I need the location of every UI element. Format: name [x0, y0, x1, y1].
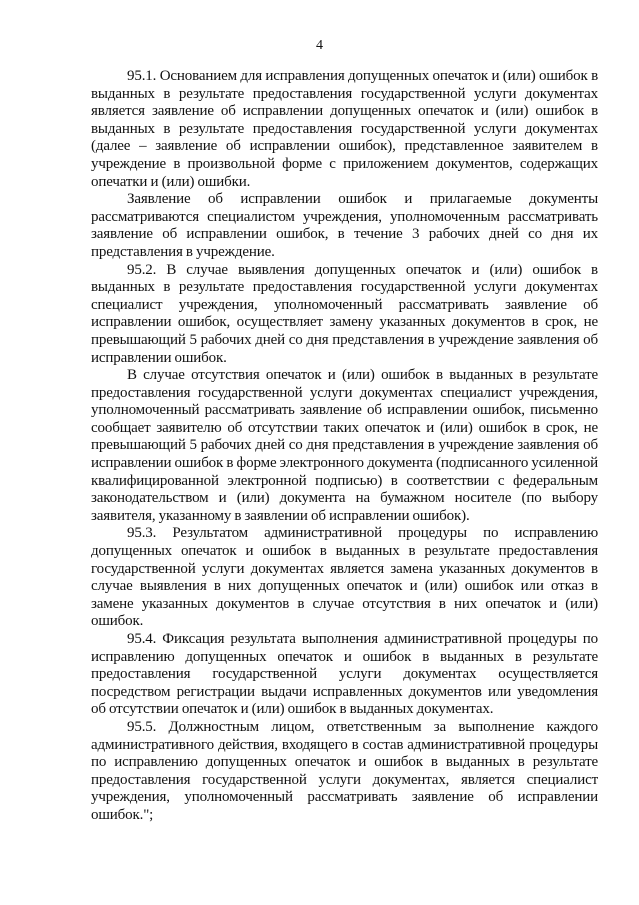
paragraph-95-3: 95.3. Результатом административной процедуры по исправлению допущенных опечаток и ошибок в выданных в результате предоставления государственной услуги документах является замена указанных документов в случае выявления в них допущенных опечаток и (или) ошибок или отказ в замене указанных документов в случае отсутствия в них опечаток и (или) ошибок.: [91, 525, 598, 630]
paragraph-review-period: Заявление об исправлении ошибок и прилагаемые документы рассматриваются специалистом учреждения, уполномоченным рассматривать заявление об исправлении ошибок, в течение 3 рабочих дней со дня их представления в учреждение.: [91, 191, 598, 260]
paragraph-95-5: 95.5. Должностным лицом, ответственным за выполнение каждого административного действия, входящего в состав административной процедуры по исправлению допущенных опечаток и ошибок в выданных в результате предоставления государственной услуги документах, является специалист учреждения, уполномоченный рассматривать заявление об исправлении ошибок.";: [91, 718, 598, 823]
document-body: [91, 68, 598, 825]
paragraph-95-4: 95.4. Фиксация результата выполнения административной процедуры по исправлению допущенных опечаток и ошибок в выданных в результате предоставления государственной услуги документах осуществляется посредством регистрации выдачи исправленных документов или уведомления об отсутствии опечаток и (или) ошибок в выданных документах.: [91, 631, 598, 718]
paragraph-no-errors: В случае отсутствия опечаток и (или) ошибок в выданных в результате предоставления государственной услуги документах специалист учреждения, уполномоченный рассматривать заявление об исправлении ошибок, письменно сообщает заявителю об отсутствии таких опечаток и (или) ошибок в срок, не превышающий 5 рабочих дней со дня представления в учреждение заявления об исправлении ошибок в форме электронного документа (подписанного усиленной квалифицированной электронной подписью) в соответствии с федеральным законодательством и (или) документа на бумажном носителе (по выбору заявителя, указанному в заявлении об исправлении ошибок).: [91, 367, 598, 524]
page-number: 4: [316, 38, 323, 53]
paragraph-95-1: 95.1. Основанием для исправления допущенных опечаток и (или) ошибок в выданных в результате предоставления государственной услуги документах является заявление об исправлении допущенных опечаток и (или) ошибок в выданных в результате предоставления государственной услуги документах (далее – заявление об исправлении ошибок), представленное заявителем в учреждение в произвольной форме с приложением документов, содержащих опечатки и (или) ошибки.: [91, 68, 598, 190]
paragraph-95-2: 95.2. В случае выявления допущенных опечаток и (или) ошибок в выданных в результате предоставления государственной услуги документах специалист учреждения, уполномоченный рассматривать заявление об исправлении ошибок, осуществляет замену указанных документов в срок, не превышающий 5 рабочих дней со дня представления в учреждение заявления об исправлении ошибок.: [91, 261, 598, 366]
